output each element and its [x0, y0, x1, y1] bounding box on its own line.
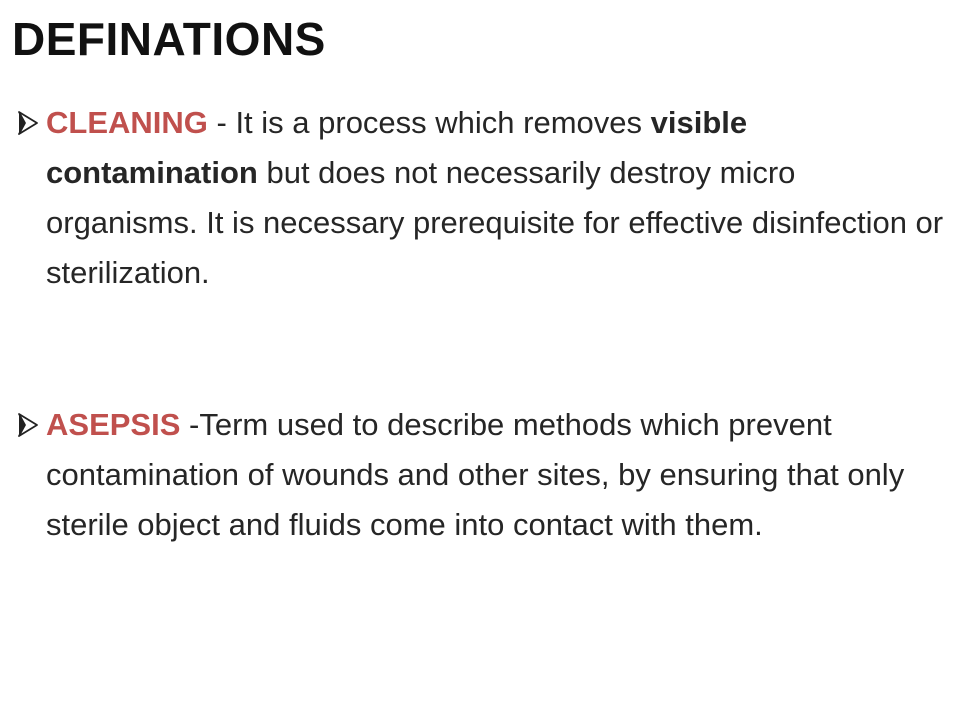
definition-text: - It is a process which removes [207, 105, 651, 140]
term-asepsis: ASEPSIS [46, 407, 181, 442]
arrow-bullet-icon [16, 109, 40, 137]
arrow-bullet-icon [16, 411, 40, 439]
bullet-list [16, 98, 946, 550]
bullet-asepsis [16, 400, 946, 550]
definition-text: -Term used to describe methods which prevent contamination of wounds and other sites, by ensuring that only sterile object and fluids come into contact with them. [46, 407, 905, 542]
bullet-cleaning [16, 98, 946, 298]
term-cleaning: CLEANING [46, 105, 208, 140]
emphasis-text: visible contamination [46, 105, 748, 190]
slide-title: DEFINATIONS [12, 13, 326, 65]
definition-text-continued: but does not necessarily destroy micro organisms. It is necessary prerequisite for effective disinfection or sterilization. [46, 155, 944, 290]
